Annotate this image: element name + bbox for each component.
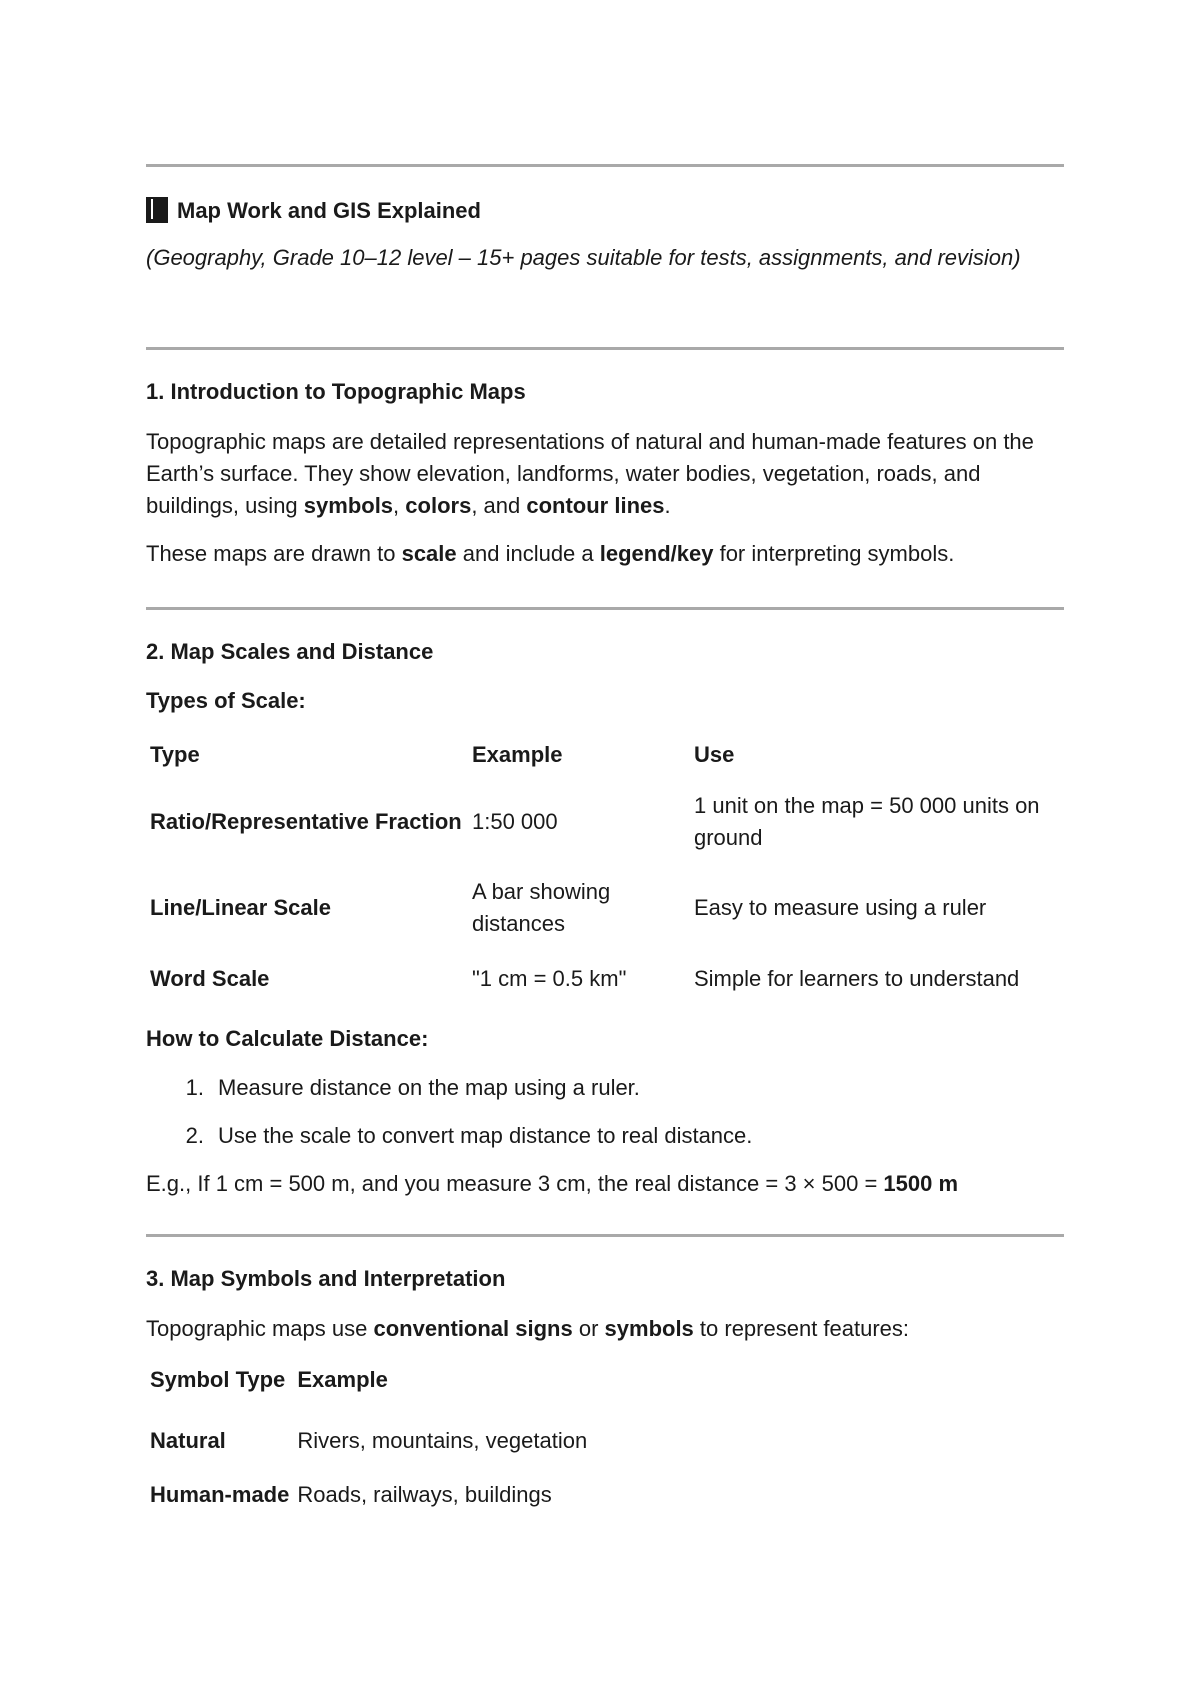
table-row — [146, 864, 1064, 952]
section-1-paragraph-2: These maps are drawn to scale and include a legend/key for interpreting symbols. — [146, 541, 955, 566]
divider — [146, 164, 1064, 167]
section-1-heading: 1. Introduction to Topographic Maps — [146, 379, 526, 404]
table-cell: 1 unit on the map = 50 000 units on ground — [694, 793, 1040, 850]
distance-heading-block — [146, 1024, 1064, 1054]
section-3-paragraph: Topographic maps use conventional signs or symbols to represent features: — [146, 1316, 910, 1341]
table-cell: Line/Linear Scale — [150, 895, 331, 920]
table-cell: "1 cm = 0.5 km" — [472, 966, 627, 991]
table-header-cell: Example — [297, 1367, 388, 1392]
table-header-cell: Symbol Type — [150, 1367, 286, 1392]
distance-example-block — [146, 1168, 1064, 1200]
table-header-row — [146, 1360, 591, 1400]
table-cell: Roads, railways, buildings — [297, 1482, 552, 1507]
section-3 — [146, 1264, 1064, 1345]
table-cell: Simple for learners to understand — [694, 966, 1020, 991]
table-cell: Natural — [150, 1428, 226, 1453]
table-cell: Easy to measure using a ruler — [694, 895, 987, 920]
list-number: 2. — [185, 1123, 204, 1148]
symbol-types-table — [146, 1360, 591, 1522]
book-icon — [146, 197, 168, 223]
section-1-paragraph-1: Topographic maps are detailed representations of natural and human-made features on the Earth’s surface. They show elevation, landforms, water bodies, vegetation, roads, and buildings, using symbols, colors, and contour lines. — [146, 429, 1034, 518]
title-block — [146, 196, 1064, 274]
document-title-text: Map Work and GIS Explained — [177, 198, 481, 223]
table-row — [146, 1414, 591, 1468]
list-item-text: Use the scale to convert map distance to real distance. — [218, 1123, 753, 1148]
document-subtitle: (Geography, Grade 10–12 level – 15+ pages suitable for tests, assignments, and revision) — [146, 245, 1021, 270]
section-2-heading: 2. Map Scales and Distance — [146, 639, 434, 664]
table-row — [146, 1468, 591, 1522]
table-cell: Rivers, mountains, vegetation — [297, 1428, 588, 1453]
table-cell: Human-made — [150, 1482, 290, 1507]
distance-example: E.g., If 1 cm = 500 m, and you measure 3 cm, the real distance = 3 × 500 = 1500 m — [146, 1171, 959, 1196]
table-cell: Ratio/Representative Fraction — [150, 809, 462, 834]
document-title — [146, 196, 1064, 226]
table-cell: A bar showing distances — [472, 879, 611, 936]
table-header-row — [146, 734, 1064, 776]
section-1 — [146, 377, 1064, 570]
section-3-heading: 3. Map Symbols and Interpretation — [146, 1266, 506, 1291]
table-row — [146, 780, 1064, 864]
divider — [146, 347, 1064, 350]
section-2 — [146, 637, 1064, 716]
table-header-cell: Type — [150, 742, 200, 767]
table-cell: 1:50 000 — [472, 809, 558, 834]
table-cell: Word Scale — [150, 966, 270, 991]
distance-calc-heading: How to Calculate Distance: — [146, 1026, 429, 1051]
scale-types-table — [146, 734, 1064, 1006]
list-number: 1. — [185, 1075, 204, 1100]
scale-types-heading: Types of Scale: — [146, 688, 306, 713]
table-row — [146, 952, 1064, 1006]
table-header-cell: Example — [472, 742, 563, 767]
list-item-text: Measure distance on the map using a ruler. — [218, 1075, 640, 1100]
table-header-cell: Use — [694, 742, 735, 767]
list-item — [146, 1120, 752, 1152]
divider — [146, 1234, 1064, 1237]
divider — [146, 607, 1064, 610]
list-item — [146, 1072, 640, 1104]
